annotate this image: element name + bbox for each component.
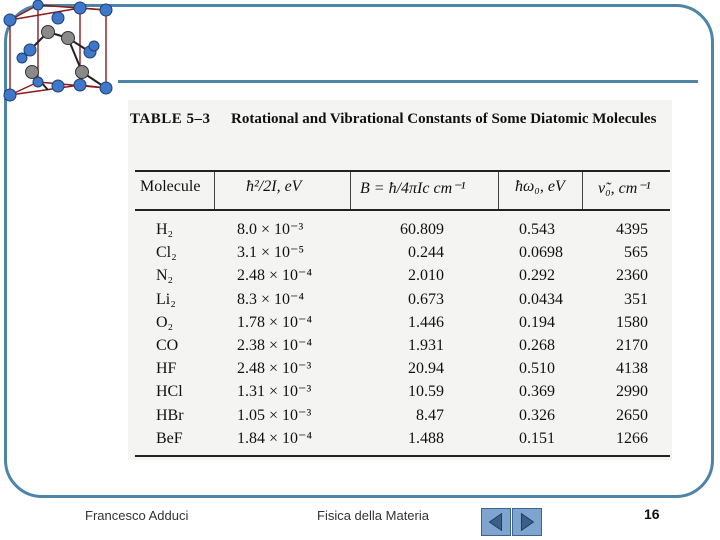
next-slide-button[interactable] [512,508,542,536]
hw-column [519,218,563,450]
header-energy: ħ²/2I, eV [246,178,302,195]
nu-cell: 2990 [616,383,648,401]
b-cell: 2.010 [408,267,444,285]
molecule-cell: HF [156,360,177,378]
molecule-cell: HCl [156,383,183,401]
hw-cell: 0.151 [519,429,555,447]
energy-column [237,218,312,450]
column-divider [582,172,583,209]
b-cell: 1.446 [408,313,444,331]
table-top-rule [135,170,670,172]
b-cell: 1.931 [408,336,444,354]
nu-cell: 4138 [616,360,648,378]
energy-cell: 2.48 × 10⁻³ [237,360,312,378]
column-divider [498,172,499,209]
prev-slide-button[interactable] [481,508,511,536]
header-hw: ħω₀, eV [515,178,565,195]
molecule-cell: BeF [156,429,183,447]
hw-cell: 0.326 [519,406,555,424]
table-bottom-rule [135,455,670,457]
molecule-cell: O₂ [156,313,174,331]
nu-cell: 2170 [616,336,648,354]
hw-cell: 0.0434 [519,290,563,308]
nu-cell: 4395 [616,221,648,238]
energy-cell: 2.48 × 10⁻⁴ [237,267,313,285]
molecule-column [156,218,184,450]
next-slide-icon [513,509,541,535]
nu-cell: 351 [624,290,648,308]
prev-slide-icon [482,509,510,535]
hw-cell: 0.510 [519,360,555,378]
header-nu: ν̃₀, cm⁻¹ [598,180,651,197]
energy-cell: 3.1 × 10⁻⁵ [237,244,305,262]
nu-cell: 1266 [616,429,648,447]
table-header-rule [135,209,670,211]
hw-cell: 0.194 [519,313,555,331]
nu-cell: 2650 [616,406,648,424]
energy-cell: 8.3 × 10⁻⁴ [237,290,305,308]
footer-course: Fisica della Materia [317,508,429,523]
crystal-lattice-icon [0,0,120,105]
table-caption: Rotational and Vibrational Constants of Some Diatomic Molecules [231,111,657,127]
page-number: 16 [644,506,660,522]
b-cell: 1.488 [408,429,444,447]
header-divider [118,80,698,83]
hw-cell: 0.369 [519,383,555,401]
energy-cell: 2.38 × 10⁻⁴ [237,336,313,354]
b-cell: 0.673 [408,290,444,308]
column-divider [350,172,351,209]
molecule-cell: N₂ [156,267,174,285]
molecule-cell: H₂ [156,221,174,238]
energy-cell: 1.31 × 10⁻³ [237,383,312,401]
energy-cell: 1.05 × 10⁻³ [237,406,312,424]
hw-cell: 0.543 [519,221,555,238]
energy-cell: 1.78 × 10⁻⁴ [237,313,313,331]
header-b: B = ħ/4πIc cm⁻¹ [360,180,466,197]
molecule-cell: CO [156,336,179,354]
footer-author: Francesco Adduci [85,508,189,523]
hw-cell: 0.292 [519,267,555,285]
nu-cell: 2360 [616,267,648,285]
molecule-cell: HBr [156,406,184,424]
energy-cell: 8.0 × 10⁻³ [237,221,304,238]
b-cell: 20.94 [408,360,444,378]
nu-cell: 565 [624,244,648,262]
b-column [368,218,444,450]
b-cell: 60.809 [400,221,444,238]
hw-cell: 0.268 [519,336,555,354]
nu-cell: 1580 [616,313,648,331]
nu-column [588,218,648,450]
molecule-cell: Li₂ [156,290,176,308]
b-cell: 0.244 [408,244,444,262]
column-divider [214,172,215,209]
energy-cell: 1.84 × 10⁻⁴ [237,429,313,447]
molecule-cell: Cl₂ [156,244,177,262]
table-label: TABLE 5–3 [130,111,211,127]
header-molecule: Molecule [140,178,201,195]
hw-cell: 0.0698 [519,244,563,262]
b-cell: 8.47 [416,406,444,424]
b-cell: 10.59 [408,383,444,401]
